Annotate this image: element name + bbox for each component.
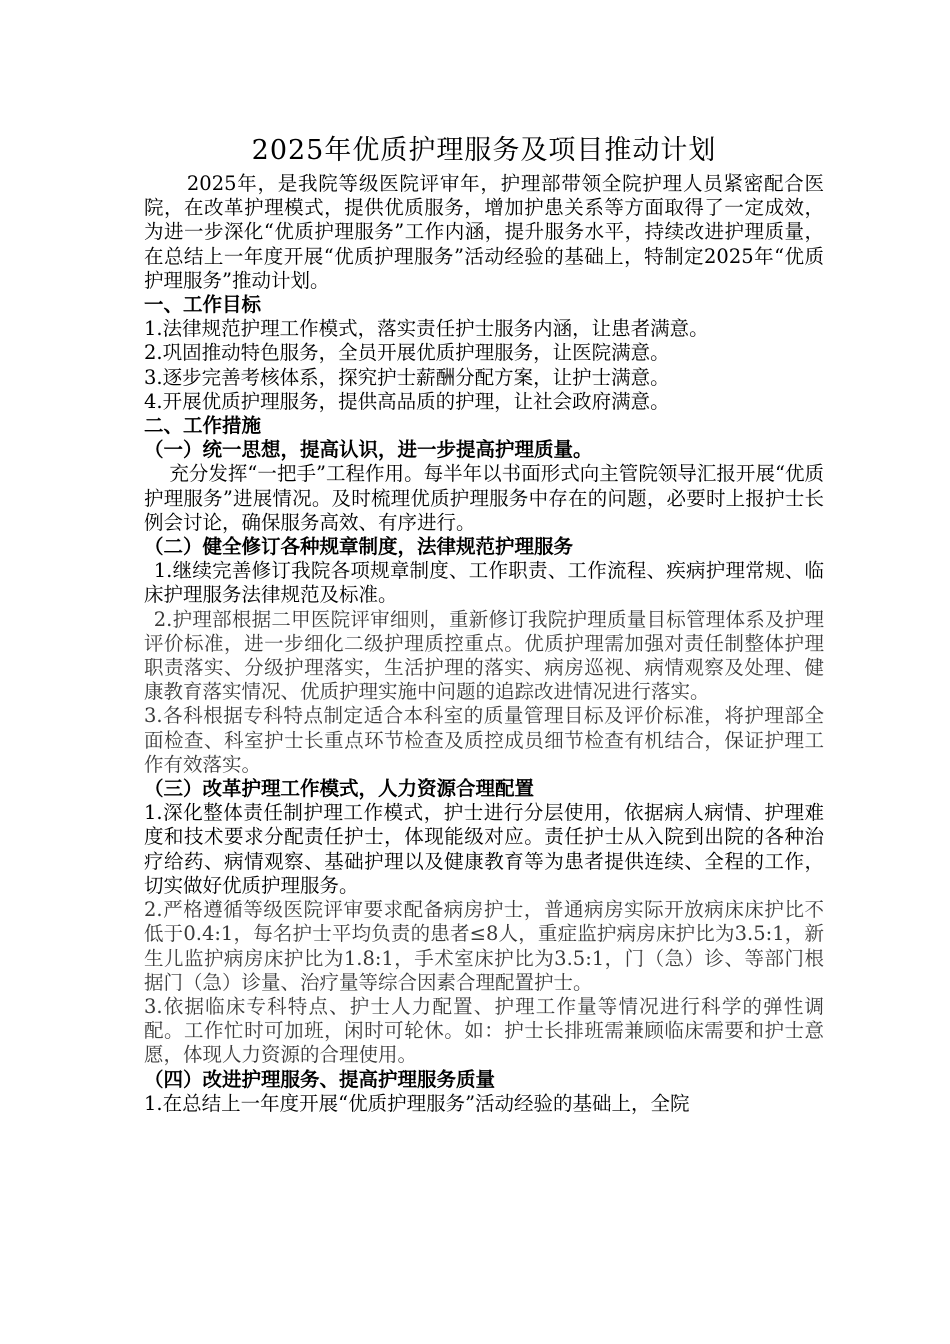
- goal-item: 1.法律规范护理工作模式，落实责任护士服务内涵，让患者满意。: [144, 317, 709, 341]
- subsection-4-item: 1.在总结上一年度开展“优质护理服务”活动经验的基础上，全院: [144, 1091, 690, 1115]
- section-heading-goals: 一、工作目标: [144, 293, 262, 317]
- subsection-heading-3: （三）改革护理工作模式，人力资源合理配置: [144, 777, 535, 801]
- subsection-heading-2: （二）健全修订各种规章制度，法律规范护理服务: [144, 535, 574, 559]
- goal-item: 3.逐步完善考核体系，探究护士薪酬分配方案，让护士满意。: [144, 365, 670, 389]
- subsection-2-item: 3.各科根据专科特点制定适合本科室的质量管理目标及评价标准，将护理部全面检查、科室护士长重点环节检查及质控成员细节检查有机结合，保证护理工作有效落实。: [144, 704, 824, 776]
- subsection-heading-4: （四）改进护理服务、提高护理服务质量: [144, 1067, 496, 1091]
- goal-item: 2.巩固推动特色服务，全员开展优质护理服务，让医院满意。: [144, 341, 670, 365]
- subsection-3-item: 2.严格遵循等级医院评审要求配备病房护士，普通病房实际开放病床床护比不低于0.4:1，每名护士平均负责的患者≤8人，重症监护病房床护比为3.5:1，新生儿监护病房床护比为1.8:1，手术室床护比为3.5:1，门（急）诊、等部门根据门（急）诊量、治疗量等综合因素合理配置护士。: [144, 898, 824, 994]
- subsection-1-body: 充分发挥“一把手”工程作用。每半年以书面形式向主管院领导汇报开展“优质护理服务”进展情况。及时梳理优质护理服务中存在的问题，必要时上报护士长例会讨论，确保服务高效、有序进行。: [144, 462, 824, 534]
- intro-paragraph: 2025年，是我院等级医院评审年，护理部带领全院护理人员紧密配合医院，在改革护理模式，提供优质服务，增加护患关系等方面取得了一定成效，为进一步深化“优质护理服务”工作内涵，提升服务水平，持续改进护理质量，在总结上一年度开展“优质护理服务”活动经验的基础上，特制定2025年“优质护理服务”推动计划。: [144, 172, 824, 292]
- subsection-3-item: 3.依据临床专科特点、护士人力配置、护理工作量等情况进行科学的弹性调配。工作忙时可加班，闲时可轮休。如：护士长排班需兼顾临床需要和护士意愿，体现人力资源的合理使用。: [144, 994, 824, 1067]
- subsection-heading-1: （一）统一思想，提高认识，进一步提高护理质量。: [144, 438, 593, 462]
- subsection-2-item: 2.护理部根据二甲医院评审细则，重新修订我院护理质量目标管理体系及护理评价标准，进一步细化二级护理质控重点。优质护理需加强对责任制整体护理职责落实、分级护理落实，生活护理的落实、病房巡视、病情观察及处理、健康教育落实情况、优质护理实施中问题的追踪改进情况进行落实。: [144, 607, 824, 704]
- document-page: [144, 132, 824, 1116]
- document-title: 2025年优质护理服务及项目推动计划: [251, 135, 717, 166]
- goal-item: 4.开展优质护理服务，提供高品质的护理，让社会政府满意。: [144, 389, 670, 413]
- section-heading-measures: 二、工作措施: [144, 414, 262, 438]
- subsection-2-item: 1.继续完善修订我院各项规章制度、工作职责、工作流程、疾病护理常规、临床护理服务法律规范及标准。: [144, 559, 824, 607]
- subsection-3-item: 1.深化整体责任制护理工作模式，护士进行分层使用，依据病人病情、护理难度和技术要求分配责任护士，体现能级对应。责任护士从入院到出院的各种治疗给药、病情观察、基础护理以及健康教育等为患者提供连续、全程的工作，切实做好优质护理服务。: [144, 801, 824, 897]
